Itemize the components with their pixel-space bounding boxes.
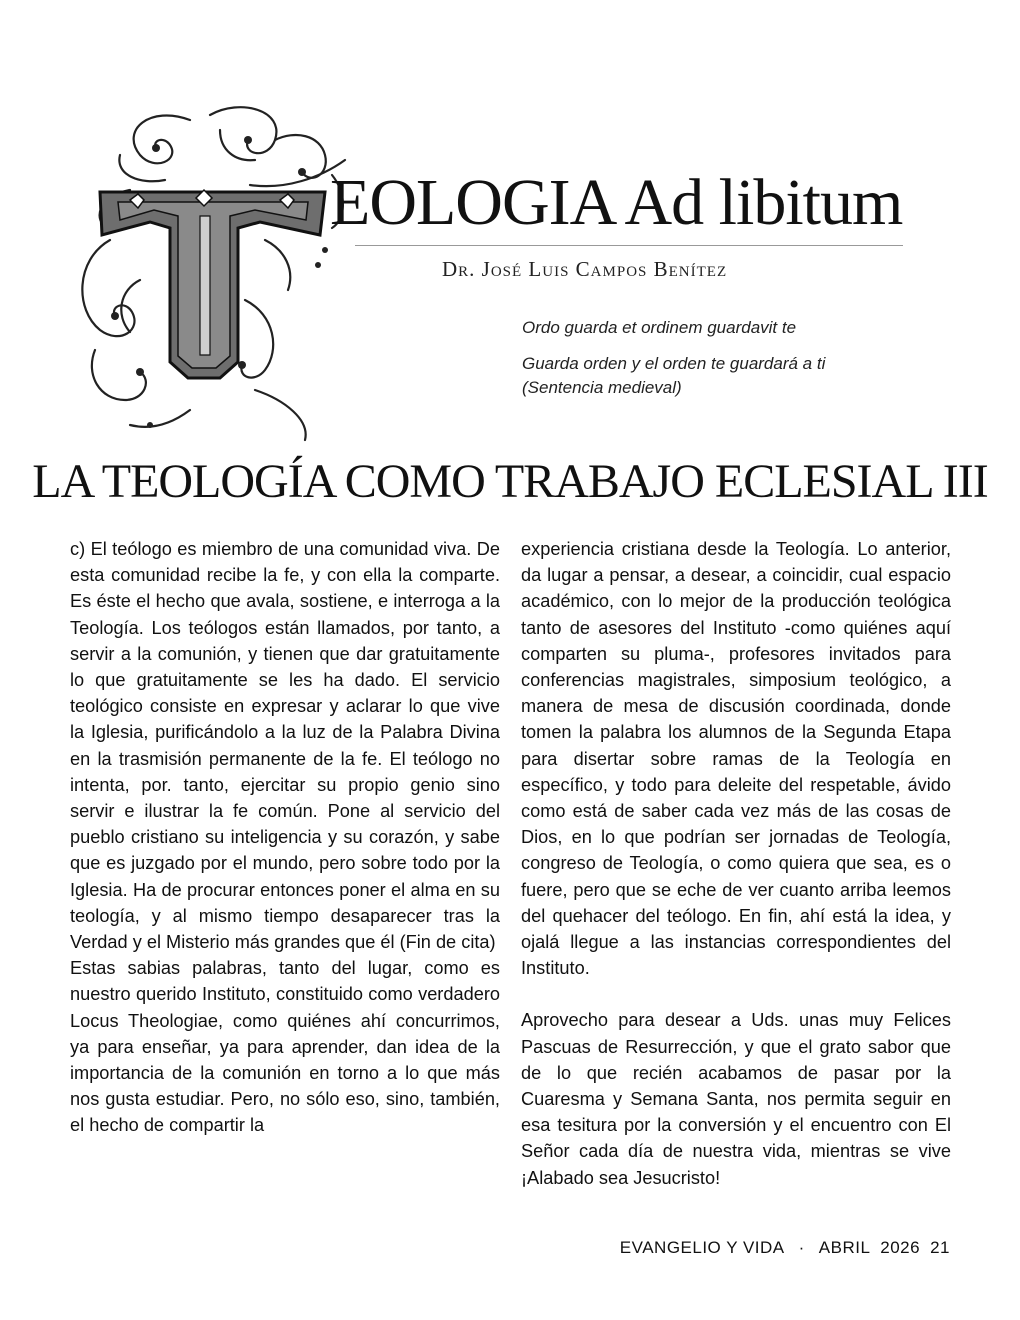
epigraph [522, 316, 942, 400]
page-number: 21 [930, 1238, 950, 1257]
epigraph-translation: Guarda orden y el orden te guardará a ti [522, 354, 826, 373]
illuminated-initial-icon [70, 100, 360, 445]
article-column-right [521, 536, 951, 1191]
paragraph: Estas sabias palabras, tanto del lugar, como es nuestro querido Instituto, constituido como verdadero Locus Theologiae, como quiénes ahí concurrimos, ya para enseñar, ya para aprender, dan idea de la importancia de la comunión en torno a lo que más nos gusta estudiar. Pero, no sólo eso, sino, también, el hecho de compartir la [70, 958, 500, 1136]
page-footer [520, 1238, 950, 1258]
magazine-name: EVANGELIO Y VIDA [619, 1238, 785, 1257]
title-divider [355, 245, 903, 246]
epigraph-source: (Sentencia medieval) [522, 378, 682, 397]
author-byline: Dr. José Luis Campos Benítez [442, 257, 728, 281]
epigraph-latin: Ordo guarda et ordinem guardavit te [522, 318, 797, 337]
masthead-title: EOLOGIA Ad libitum [330, 166, 903, 239]
footer-separator: · [798, 1238, 805, 1257]
paragraph: experiencia cristiana desde la Teología. Lo anterior, da lugar a pensar, a desear, a coincidir, cual espacio académico, con lo mejor de la producción teológica tanto de asesores del Instituto -como quiénes aquí comparten su pluma-, profesores invitados para conferencias magistrales, simposium teológico, a manera de mesa de discusión coordinada, donde tomen la palabra los alumnos de la Segunda Etapa para disertar sobre ramas de la Teología en específico, y todo para deleite del respetable, ávido como está de saber cada vez más de las cosas de Dios, en lo que podrían ser jornadas de Teología, congreso de Teología, o como quiera que sea, es o fuere, pero que se eche de ver cuanto arriba leemos del quehacer del teólogo. En fin, ahí está la idea, y ojalá llegue a las instancias correspondientes del Instituto. [521, 539, 951, 979]
article-column-left [70, 536, 500, 1139]
article-headline: LA TEOLOGÍA COMO TRABAJO ECLESIAL III [32, 455, 988, 508]
paragraph: Aprovecho para desear a Uds. unas muy Felices Pascuas de Resurrección, y que el grato sabor que de lo que recién acabamos de pasar por la Cuaresma y Semana Santa, nos permita seguir en esa tesitura por la conversión y el encuentro con El Señor cada día de nuestra vida, mientras se vive ¡Alabado sea Jesucristo! [521, 1010, 951, 1188]
paragraph: c) El teólogo es miembro de una comunidad viva. De esta comunidad recibe la fe, y con ella la comparte. Es éste el hecho que avala, sostiene, e interroga a la Teología. Los teólogos están llamados, por tanto, a servir a la comunión, y tienen que dar gratuitamente lo que gratuitamente se les ha dado. El servicio teológico consiste en expresar y aclarar lo que vive la Iglesia, purificándolo a la luz de la Palabra Divina en la trasmisión permanente de la fe. El teólogo no intenta, por. tanto, ejercitar su propio genio sino servir e ilustrar la fe común. Pone al servicio del pueblo cristiano su inteligencia y su corazón, y sabe que es juzgado por el mundo, pero sobre todo por la Iglesia. Ha de procurar entonces poner el alma en su teología, y al mismo tiempo desaparecer tras la Verdad y el Misterio más grandes que él (Fin de cita) [70, 539, 500, 953]
issue-date: ABRIL 2026 [818, 1238, 921, 1257]
